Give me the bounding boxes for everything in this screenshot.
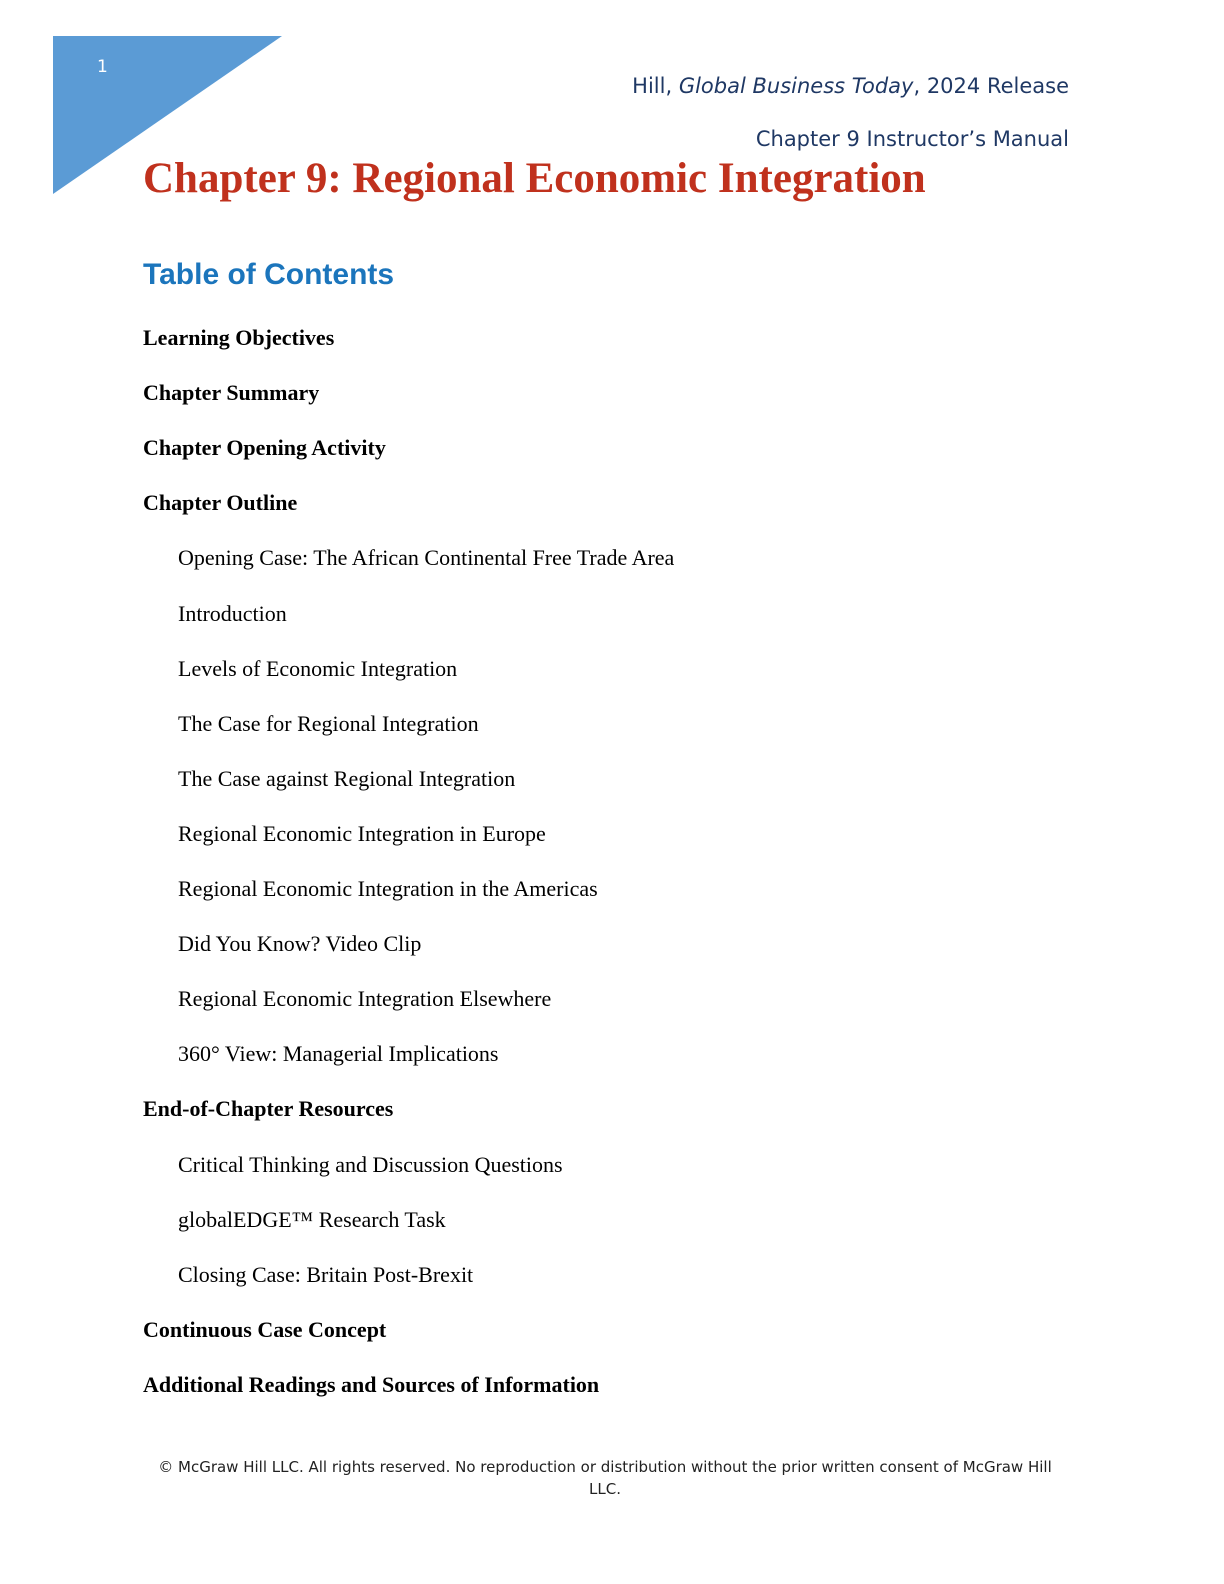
toc-section-link[interactable]: Chapter Outline [143,490,298,515]
toc-section-link[interactable]: Chapter Summary [143,380,320,405]
toc-subsection-link[interactable]: 360° View: Managerial Implications [178,1041,499,1066]
toc-subsection-link[interactable]: Regional Economic Integration Elsewhere [178,986,552,1011]
chapter-title: Chapter 9: Regional Economic Integration [143,155,926,202]
footer-line-1: © McGraw Hill LLC. All rights reserved. No reproduction or distribution without the prior written consent of McGraw Hill [158,1458,1052,1476]
toc-subsection-link[interactable]: Opening Case: The African Continental Free Trade Area [178,545,675,570]
toc-subsection-link[interactable]: Regional Economic Integration in Europe [178,821,546,846]
toc-subsection-link[interactable]: Closing Case: Britain Post-Brexit [178,1262,474,1287]
toc-section-link[interactable]: End-of-Chapter Resources [143,1096,394,1121]
toc-subsection-link[interactable]: Did You Know? Video Clip [178,931,422,956]
toc-subsection-link[interactable]: Levels of Economic Integration [178,656,458,681]
footer-line-2: LLC. [589,1480,621,1498]
page-number: 1 [97,57,108,77]
toc-section-link[interactable]: Learning Objectives [143,325,335,350]
running-header-manual: Chapter 9 Instructor’s Manual [755,127,1069,151]
header-author: Hill, [632,74,679,98]
toc-subsection-link[interactable]: Regional Economic Integration in the Americas [178,876,598,901]
toc-subsection-link[interactable]: The Case against Regional Integration [178,766,516,791]
toc-subsection-link[interactable]: The Case for Regional Integration [178,711,479,736]
header-book-title: Global Business Today [678,74,914,98]
toc-subsection-link[interactable]: globalEDGE™ Research Task [178,1207,446,1232]
toc-heading: Table of Contents [143,258,395,291]
header-release: , 2024 Release [913,74,1069,98]
toc-subsection-link[interactable]: Critical Thinking and Discussion Questions [178,1152,563,1177]
toc-section-link[interactable]: Continuous Case Concept [143,1317,387,1342]
toc-section-link[interactable]: Chapter Opening Activity [143,435,386,460]
copyright-footer [150,1456,1060,1500]
toc-section-link[interactable]: Additional Readings and Sources of Information [143,1372,600,1397]
toc-subsection-link[interactable]: Introduction [178,601,287,626]
running-header-book [632,74,1069,98]
